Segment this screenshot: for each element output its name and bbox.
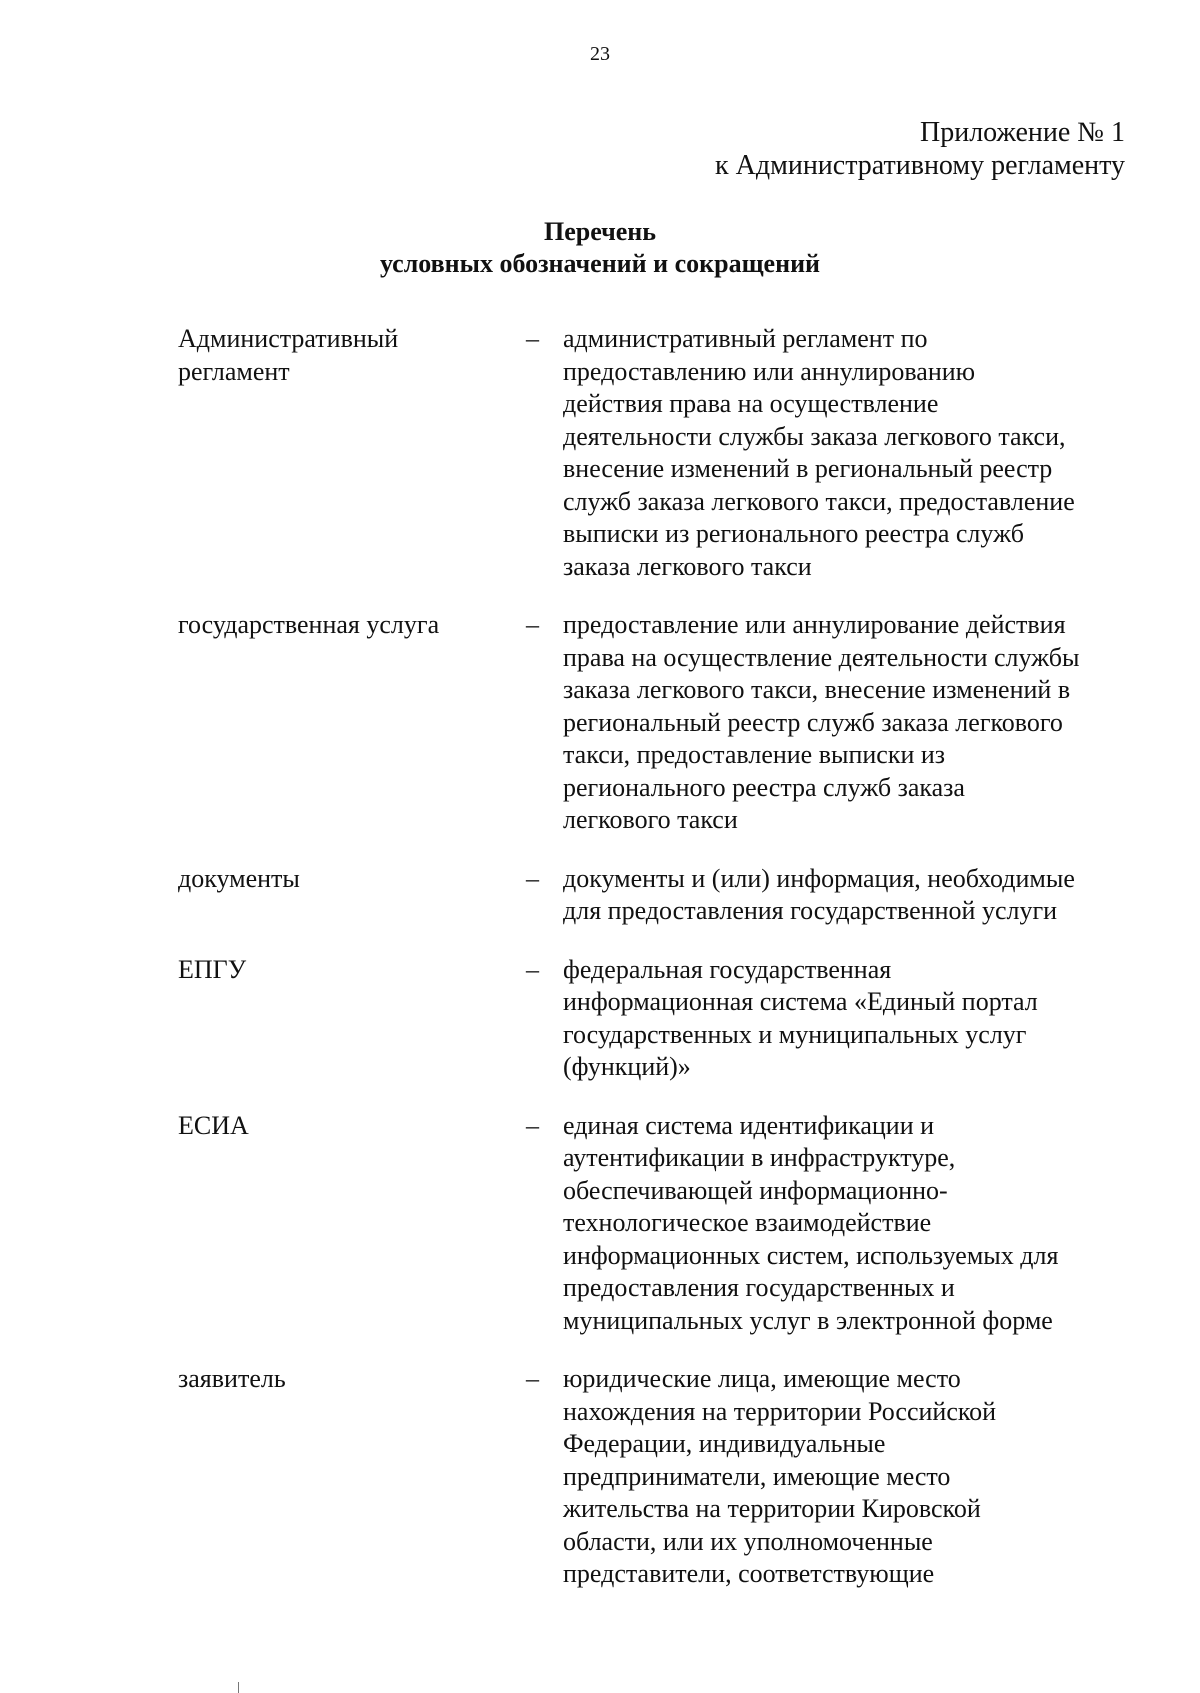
appendix-heading <box>715 116 1125 182</box>
definition-line: единая система идентификации и <box>563 1110 935 1140</box>
definition-line: государственных и муниципальных услуг <box>563 1019 1027 1049</box>
abbreviation-entry <box>178 609 1138 837</box>
entry-term <box>178 863 498 896</box>
definition-line: административный регламент по <box>563 324 928 353</box>
definition-line: права на осуществление деятельности службы <box>563 642 1080 672</box>
definition-line: заказа легкового такси <box>563 551 812 581</box>
appendix-reference: к Административному регламенту <box>715 150 1125 181</box>
entry-dash: – <box>526 324 539 353</box>
entry-term <box>178 323 498 388</box>
definition-line: муниципальных услуг в электронной форме <box>563 1305 1053 1335</box>
abbreviations-list <box>178 323 1138 1591</box>
entry-dash: – <box>526 863 539 893</box>
entry-dash: – <box>526 1110 539 1140</box>
definition-line: технологическое взаимодействие <box>563 1208 932 1237</box>
definition-line: документы и (или) информация, необходимые <box>563 863 1075 893</box>
definition-line: легкового такси <box>563 805 738 834</box>
definition-line: нахождения на территории Российской <box>563 1396 997 1426</box>
definition-line: области, или их уполномоченные <box>563 1526 933 1556</box>
definition-line: внесение изменений в региональный реестр <box>563 454 1053 483</box>
abbreviation-entry <box>178 954 1138 1084</box>
definition-line: выписки из регионального реестра служб <box>563 519 1024 548</box>
abbreviation-entry <box>178 323 1138 583</box>
title-line-2: условных обозначений и сокращений <box>379 249 821 278</box>
entry-dash: – <box>526 610 539 639</box>
definition-line: действия права на осуществление <box>563 389 939 418</box>
entry-definition <box>563 609 1138 837</box>
entry-definition <box>563 323 1138 583</box>
definition-line: Федерации, индивидуальные <box>563 1429 886 1458</box>
document-title <box>0 216 1200 280</box>
definition-line: информационная система «Единый портал <box>563 987 1038 1016</box>
title-line-1: Перечень <box>543 217 657 246</box>
entry-dash: – <box>526 954 539 984</box>
entry-definition <box>563 1110 1138 1338</box>
abbreviation-entry <box>178 1363 1138 1591</box>
entry-definition <box>563 1363 1138 1591</box>
definition-line: регионального реестра служб заказа <box>563 772 965 802</box>
definition-line: такси, предоставление выписки из <box>563 740 946 769</box>
definition-line: предоставления государственных и <box>563 1273 955 1302</box>
page-number: 23 <box>590 43 610 65</box>
definition-line: аутентификации в инфраструктуре, <box>563 1143 956 1172</box>
entry-dash: – <box>526 1364 539 1393</box>
definition-line: предприниматели, имеющие место <box>563 1461 951 1491</box>
appendix-number: Приложение № 1 <box>920 117 1125 148</box>
definition-line: региональный реестр служб заказа легкового <box>563 707 1063 737</box>
definition-line: жительства на территории Кировской <box>563 1494 981 1523</box>
definition-line: информационных систем, используемых для <box>563 1240 1059 1270</box>
term-line: регламент <box>178 356 290 386</box>
definition-line: федеральная государственная <box>563 954 892 984</box>
term-line: заявитель <box>178 1364 286 1393</box>
term-line: документы <box>178 863 300 893</box>
entry-term <box>178 1363 498 1396</box>
entry-definition <box>563 954 1138 1084</box>
entry-term <box>178 1110 498 1143</box>
entry-term <box>178 609 498 642</box>
abbreviation-entry <box>178 1110 1138 1338</box>
definition-line: представители, соответствующие <box>563 1559 935 1588</box>
definition-line: обеспечивающей информационно- <box>563 1175 948 1205</box>
definition-line: (функций)» <box>563 1052 691 1081</box>
definition-line: предоставление или аннулирование действия <box>563 610 1066 639</box>
term-line: ЕСИА <box>178 1110 249 1140</box>
definition-line: служб заказа легкового такси, предоставление <box>563 486 1075 516</box>
abbreviation-entry <box>178 863 1138 928</box>
definition-line: предоставлению или аннулированию <box>563 356 976 386</box>
definition-line: деятельности службы заказа легкового такси, <box>563 421 1066 451</box>
definition-line: юридические лица, имеющие место <box>563 1364 961 1393</box>
definition-line: заказа легкового такси, внесение изменений в <box>563 675 1071 704</box>
term-line: государственная услуга <box>178 610 440 639</box>
term-line: Административный <box>178 324 399 353</box>
entry-term <box>178 954 498 987</box>
scan-artifact-mark <box>238 1682 239 1693</box>
definition-line: для предоставления государственной услуги <box>563 896 1058 925</box>
entry-definition <box>563 863 1138 928</box>
term-line: ЕПГУ <box>178 954 247 984</box>
